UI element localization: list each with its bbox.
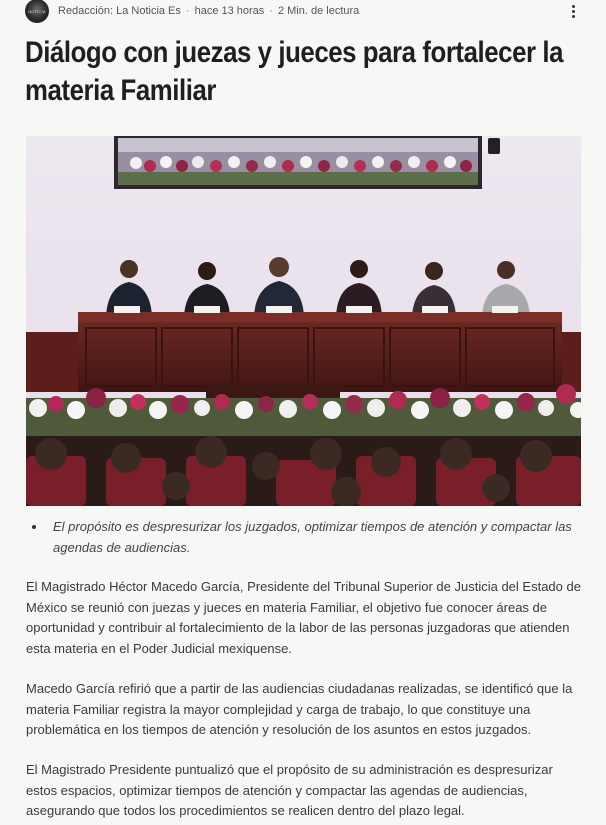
meta-separator: · [269, 5, 273, 17]
article-title: Diálogo con juezas y jueces para fortalecer la materia Familiar [25, 36, 564, 107]
avatar-logo-text: NOTICIA [28, 8, 46, 14]
author-name[interactable]: Redacción: La Noticia Es [58, 5, 181, 17]
list-item: El propósito es despresurizar los juzgados, optimizar tiempos de atención y compactar las agendas de audiencias. [26, 516, 581, 558]
article-paragraph: Macedo García refirió que a partir de las audiencias ciudadanas realizadas, se identificó que la materia Familiar registra la mayor complejidad y carga de trabajo, lo que constituye una problemática en los tiempos de atención y resolución de los asuntos en estos juzgados. [26, 681, 573, 737]
article-paragraph: El Magistrado Presidente puntualizó que el propósito de su administración es despresurizar estos espacios, optimizar tiempos de atención y compactar las agendas de audiencias, asegurando que todos los procedimientos se realicen dentro del plazo legal. [26, 762, 553, 818]
article-meta [25, 0, 585, 22]
event-photo-illustration [26, 136, 581, 506]
article-bullets [26, 516, 581, 558]
author-avatar[interactable] [25, 0, 49, 23]
more-options-icon[interactable] [565, 1, 581, 21]
read-time: 2 Min. de lectura [277, 5, 360, 17]
meta-separator: · [185, 5, 190, 17]
post-time: hace 13 horas [194, 5, 265, 17]
article-photo[interactable] [26, 136, 581, 506]
article-paragraph: El Magistrado Héctor Macedo García, Presidente del Tribunal Superior de Justicia del Estado de México se reunió con juezas y jueces en materia Familiar, el objetivo fue conocer áreas de oportunidad y contribuir al fortalecimiento de la labor de las personas juzgadoras que atienden esta materia en el Poder Judicial mexiquense. [26, 579, 581, 656]
